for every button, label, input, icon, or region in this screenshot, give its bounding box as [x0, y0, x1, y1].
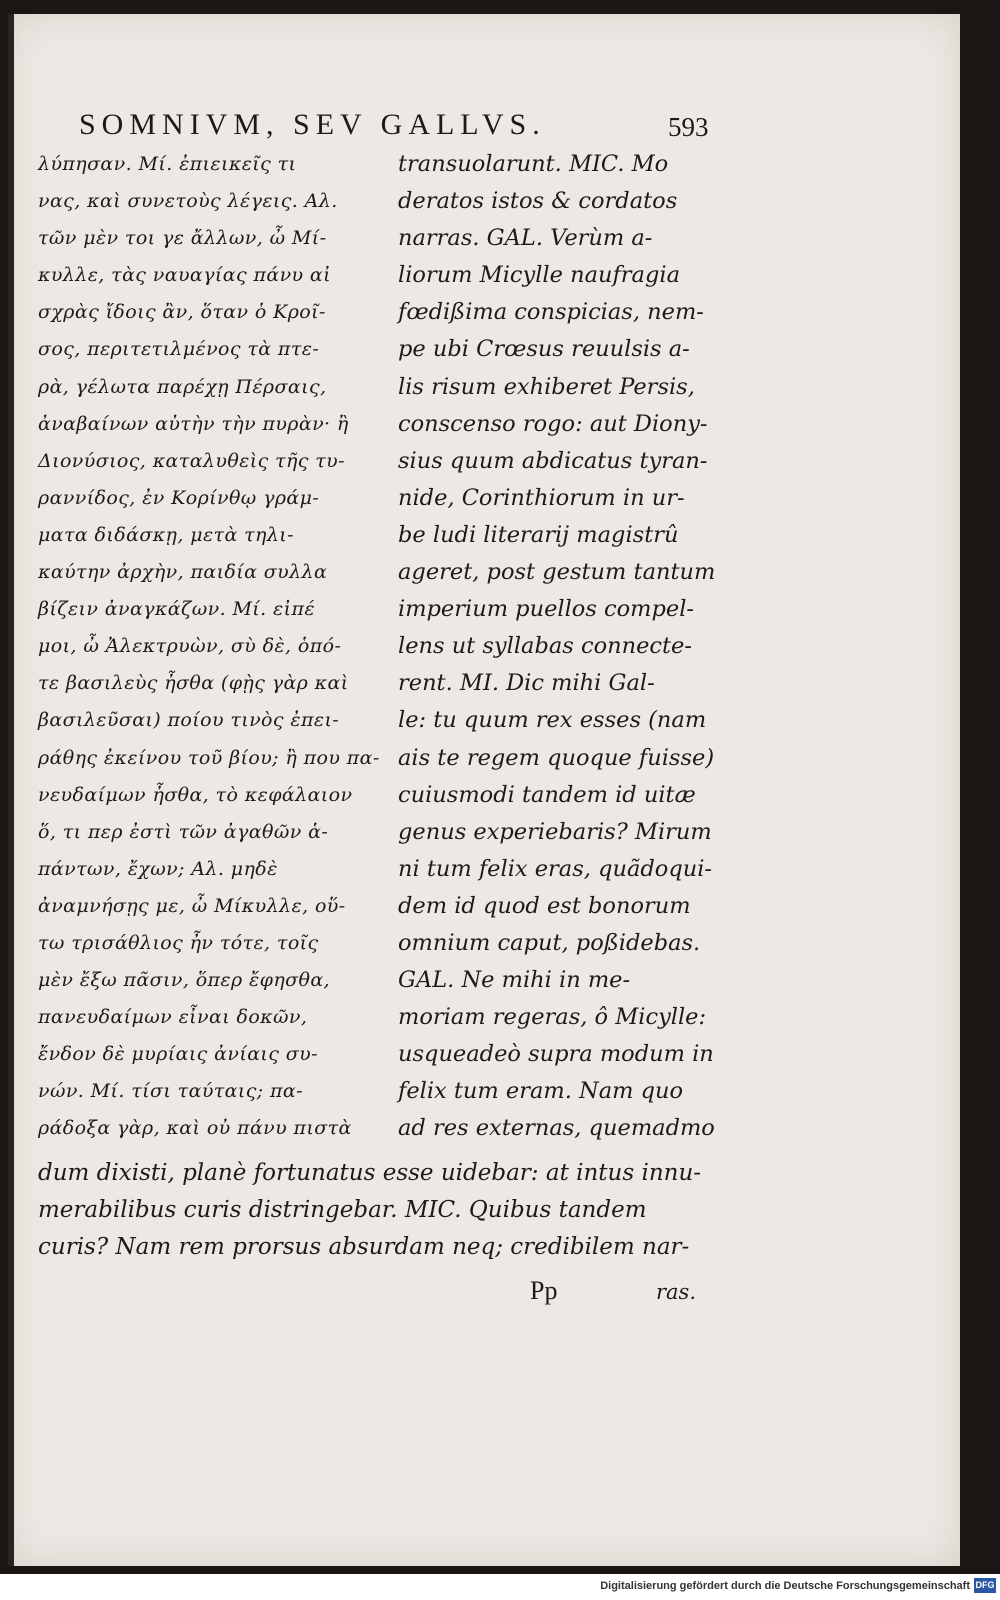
greek-text-line: ἔνδον δὲ μυρίαις ἀνίαις συ- [38, 1043, 318, 1066]
greek-text-line: πάντων, ἔχων; Αλ. μηδὲ [38, 857, 278, 880]
greek-text-line: καύτην ἀρχὴν, παιδία συλλα [38, 561, 328, 584]
digitization-footer [0, 1574, 1000, 1600]
greek-text-line: ἀναμνήσῃς με, ὦ Μίκυλλε, οὕ- [38, 894, 346, 917]
funding-credit: Digitalisierung gefördert durch die Deutsche Forschungsgemeinschaft [600, 1580, 970, 1592]
greek-text-line: ραννίδος, ἐν Κορίνθῳ γράμ- [38, 486, 320, 509]
latin-text-line: ni tum felix eras, quãdoqui- [398, 855, 713, 882]
greek-text-line: νας, καὶ συνετοὺς λέγεις. Αλ. [38, 190, 338, 213]
latin-text-line: fœdißima conspicias, nem- [398, 299, 704, 326]
latin-text-line: le: tu quum rex esses (nam [398, 707, 707, 734]
greek-text-line: σος, περιτετιλμένος τὰ πτε- [38, 338, 320, 361]
full-width-text-block [38, 1155, 718, 1266]
latin-text-line: cuiusmodi tandem id uitæ [398, 781, 696, 808]
latin-text-line: narras. GAL. Verùm a- [398, 225, 653, 252]
greek-text-column [38, 146, 378, 1148]
greek-text-line: μοι, ὦ Ἀλεκτρυὼν, σὺ δὲ, ὁπό- [38, 635, 342, 658]
latin-text-line: conscenso rogo: aut Diony- [398, 410, 708, 437]
greek-text-line: Διονύσιος, καταλυθεὶς τῆς τυ- [38, 449, 345, 472]
latin-text-line: GAL. Ne mihi in me- [398, 967, 631, 994]
text-line: curis? Nam rem prorsus absurdam neq; credibilem nar- [38, 1234, 690, 1261]
greek-text-line: πανευδαίμων εἶναι δοκῶν, [38, 1006, 308, 1029]
latin-text-line: sius quum abdicatus tyran- [398, 447, 708, 474]
page-binding-edge [8, 14, 14, 1566]
latin-text-line: deratos istos & cordatos [398, 188, 678, 215]
latin-text-line: imperium puellos compel- [398, 596, 695, 623]
greek-text-line: βίζειν ἀναγκάζων. Μί. εἰπέ [38, 598, 315, 621]
dfg-logo-icon: DFG [974, 1578, 996, 1593]
greek-text-line: τω τρισάθλιος ἦν τότε, τοῖς [38, 931, 319, 954]
greek-text-line: τῶν μὲν τοι γε ἄλλων, ὦ Μί- [38, 227, 327, 250]
page-number: 593 [668, 112, 709, 142]
text-line: dum dixisti, planè fortunatus esse uidebar: at intus innu- [38, 1160, 702, 1186]
latin-text-line: ad res externas, quemadmo [398, 1115, 715, 1142]
greek-text-line: ράθης ἐκείνου τοῦ βίου; ἢ που πα- [38, 746, 380, 769]
latin-text-line: moriam regeras, ô Micylle: [398, 1004, 707, 1031]
latin-text-line: ageret, post gestum tantum [398, 559, 716, 586]
latin-text-line: rent. MI. Dic mihi Gal- [398, 670, 655, 697]
greek-text-line: λύπησαν. Μί. ἐπιεικεῖς τι [38, 153, 297, 175]
greek-text-line: τε βασιλεὺς ἦσθα (φῂς γὰρ καὶ [38, 672, 349, 695]
greek-text-line: ρὰ, γέλωτα παρέχῃ Πέρσαις, [38, 375, 327, 398]
latin-text-column [398, 146, 720, 1148]
latin-text-line: lis risum exhiberet Persis, [398, 373, 695, 400]
latin-text-line: transuolarunt. MIC. Mo [398, 151, 669, 177]
greek-text-line: ράδοξα γὰρ, καὶ οὐ πάνυ πιστὰ [38, 1117, 352, 1140]
greek-text-line: ἀναβαίνων αὐτὴν τὴν πυρὰν· ἢ [38, 412, 349, 435]
latin-text-line: pe ubi Crœsus reuulsis a- [398, 336, 690, 363]
latin-text-line: usqueadeò supra modum in [398, 1041, 714, 1068]
latin-text-line: lens ut syllabas connecte- [398, 633, 692, 660]
latin-text-line: dem id quod est bonorum [398, 892, 691, 919]
greek-text-line: ὅ, τι περ ἐστὶ τῶν ἀγαθῶν ἁ- [38, 820, 329, 843]
latin-text-line: be ludi literarij magistrû [398, 521, 679, 548]
greek-text-line: νευδαίμων ἦσθα, τὸ κεφάλαιον [38, 783, 353, 806]
latin-text-line: felix tum eram. Nam quo [398, 1078, 684, 1105]
latin-text-line: genus experiebaris? Mirum [398, 818, 712, 845]
latin-text-line: liorum Micylle naufragia [398, 262, 680, 289]
greek-text-line: σχρὰς ἴδοις ἂν, ὅταν ὁ Κροῖ- [38, 301, 326, 324]
text-line: merabilibus curis distringebar. MIC. Quibus tandem [38, 1197, 647, 1224]
catchword: ras. [656, 1280, 697, 1304]
greek-text-line: μὲν ἔξω πᾶσιν, ὅπερ ἔφησθα, [38, 969, 330, 992]
latin-text-line: ais te regem quoque fuisse) [398, 744, 715, 771]
latin-text-line: nide, Corinthiorum in ur- [398, 484, 685, 511]
greek-text-line: βασιλεῦσαι) ποίου τινὸς ἐπει- [38, 709, 340, 732]
greek-text-line: ματα διδάσκῃ, μετὰ τηλι- [38, 523, 294, 546]
greek-text-line: κυλλε, τὰς ναυαγίας πάνυ αἰ [38, 264, 332, 287]
running-title: SOMNIVM, SEV GALLVS. [79, 108, 546, 141]
latin-text-line: omnium caput, poßidebas. [398, 929, 701, 956]
signature-mark: Pp [530, 1276, 558, 1305]
greek-text-line: νών. Μί. τίσι ταύταις; πα- [38, 1080, 303, 1103]
